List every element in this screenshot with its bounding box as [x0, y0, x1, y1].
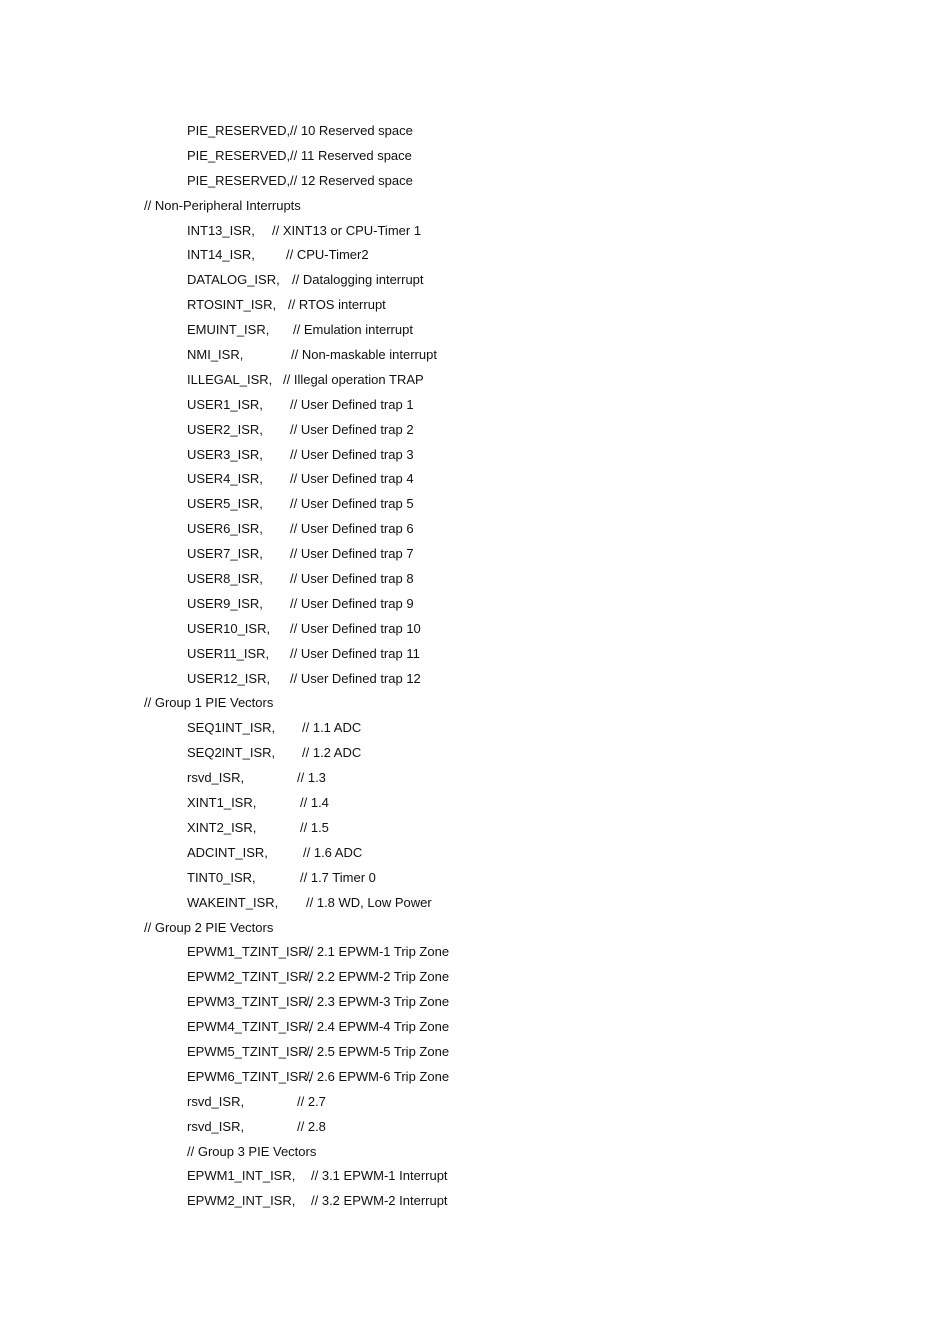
code-line [0, 1015, 950, 1040]
code-line [0, 891, 950, 916]
isr-identifier: USER9_ISR, [187, 595, 263, 611]
code-line [0, 642, 950, 667]
code-listing [0, 119, 950, 1214]
code-comment: // 2.4 EPWM-4 Trip Zone [306, 1019, 450, 1035]
code-line [0, 119, 950, 144]
code-comment: // 3.1 EPWM-1 Interrupt [311, 1168, 448, 1184]
code-line [0, 791, 950, 816]
code-comment: // User Defined trap 6 [290, 521, 414, 537]
code-comment: // Non-maskable interrupt [291, 347, 437, 363]
code-comment: // 12 Reserved space [290, 172, 413, 188]
code-comment: // User Defined trap 10 [290, 620, 421, 636]
code-line [0, 1189, 950, 1214]
code-comment: // User Defined trap 4 [290, 471, 414, 487]
isr-identifier: INT14_ISR, [187, 247, 255, 263]
code-line [0, 542, 950, 567]
code-comment: // User Defined trap 8 [290, 571, 414, 587]
isr-identifier: SEQ2INT_ISR, [187, 745, 276, 761]
code-line [0, 990, 950, 1015]
code-comment: // User Defined trap 9 [290, 595, 414, 611]
isr-identifier: rsvd_ISR, [187, 1118, 245, 1134]
code-comment: // 10 Reserved space [290, 123, 413, 138]
isr-identifier: USER10_ISR, [187, 620, 271, 636]
isr-identifier: EPWM2_TZINT_ISR, [187, 969, 312, 985]
code-comment: // CPU-Timer2 [286, 247, 369, 263]
code-line [0, 1090, 950, 1115]
code-line [0, 492, 950, 517]
code-comment: // 2.7 [297, 1093, 326, 1109]
isr-identifier: DATALOG_ISR, [187, 272, 280, 288]
code-comment: // XINT13 or CPU-Timer 1 [272, 222, 422, 238]
code-comment: // 2.3 EPWM-3 Trip Zone [306, 994, 450, 1010]
code-line [0, 144, 950, 169]
code-line [0, 592, 950, 617]
code-comment: // 3.2 EPWM-2 Interrupt [311, 1193, 448, 1209]
isr-identifier: EPWM6_TZINT_ISR, [187, 1068, 312, 1084]
code-comment: // 1.7 Timer 0 [300, 869, 376, 885]
code-line [0, 368, 950, 393]
code-line [0, 318, 950, 343]
section-comment-line [0, 194, 950, 219]
code-comment: // RTOS interrupt [288, 297, 386, 313]
isr-identifier: USER12_ISR, [187, 670, 271, 686]
code-line [0, 816, 950, 841]
isr-identifier: EPWM2_INT_ISR, [187, 1193, 296, 1209]
isr-identifier: rsvd_ISR, [187, 770, 245, 786]
isr-identifier: rsvd_ISR, [187, 1093, 245, 1109]
isr-identifier: RTOSINT_ISR, [187, 297, 277, 313]
code-comment: // Illegal operation TRAP [283, 371, 424, 387]
code-line [0, 766, 950, 791]
section-comment: // Group 2 PIE Vectors [144, 919, 274, 935]
code-comment: // 2.5 EPWM-5 Trip Zone [306, 1043, 450, 1059]
code-comment: // 2.8 [297, 1118, 326, 1134]
section-comment: // Group 3 PIE Vectors [187, 1143, 317, 1159]
isr-identifier: ILLEGAL_ISR, [187, 371, 273, 387]
code-comment: // 1.4 [300, 795, 329, 811]
isr-identifier: XINT2_ISR, [187, 819, 257, 835]
isr-identifier: TINT0_ISR, [187, 869, 256, 885]
code-line [0, 467, 950, 492]
isr-identifier: EPWM4_TZINT_ISR, [187, 1019, 312, 1035]
code-line [0, 243, 950, 268]
code-comment: // User Defined trap 2 [290, 421, 414, 437]
isr-identifier: USER3_ISR, [187, 446, 263, 462]
isr-identifier: USER1_ISR, [187, 396, 263, 412]
section-comment: // Non-Peripheral Interrupts [144, 197, 301, 213]
code-line [0, 517, 950, 542]
isr-identifier: EMUINT_ISR, [187, 322, 270, 338]
isr-identifier: USER2_ISR, [187, 421, 263, 437]
code-comment: // User Defined trap 7 [290, 546, 414, 562]
isr-identifier: EPWM1_TZINT_ISR, [187, 944, 312, 960]
code-comment: // Emulation interrupt [293, 322, 413, 338]
isr-identifier: USER5_ISR, [187, 496, 263, 512]
isr-identifier: USER11_ISR, [187, 645, 270, 661]
code-line [0, 169, 950, 194]
code-comment: // 1.3 [297, 770, 326, 786]
isr-identifier: WAKEINT_ISR, [187, 894, 279, 910]
isr-identifier: PIE_RESERVED, [187, 147, 291, 163]
code-line [0, 443, 950, 468]
code-comment: // 1.1 ADC [302, 720, 362, 736]
isr-identifier: USER4_ISR, [187, 471, 263, 487]
isr-identifier: USER6_ISR, [187, 521, 263, 537]
code-comment: // 2.2 EPWM-2 Trip Zone [306, 969, 450, 985]
code-line [0, 293, 950, 318]
code-line [0, 716, 950, 741]
isr-identifier: EPWM3_TZINT_ISR, [187, 994, 312, 1010]
isr-identifier: EPWM1_INT_ISR, [187, 1168, 296, 1184]
isr-identifier: XINT1_ISR, [187, 795, 257, 811]
isr-identifier: USER7_ISR, [187, 546, 263, 562]
code-line [0, 741, 950, 766]
section-comment-line [0, 1140, 950, 1165]
code-comment: // Datalogging interrupt [292, 272, 424, 288]
code-line [0, 940, 950, 965]
code-comment: // User Defined trap 3 [290, 446, 414, 462]
code-line [0, 1065, 950, 1090]
isr-identifier: PIE_RESERVED, [187, 123, 291, 138]
code-line [0, 219, 950, 244]
code-line [0, 841, 950, 866]
code-line [0, 617, 950, 642]
code-line [0, 1040, 950, 1065]
code-comment: // User Defined trap 1 [290, 396, 414, 412]
section-comment: // Group 1 PIE Vectors [144, 695, 274, 711]
code-comment: // 1.8 WD, Low Power [306, 894, 432, 910]
section-comment-line [0, 691, 950, 716]
isr-identifier: SEQ1INT_ISR, [187, 720, 276, 736]
section-comment-line [0, 916, 950, 941]
code-line [0, 567, 950, 592]
code-line [0, 343, 950, 368]
code-comment: // 2.6 EPWM-6 Trip Zone [306, 1068, 450, 1084]
code-comment: // 1.5 [300, 819, 329, 835]
code-comment: // 1.2 ADC [302, 745, 362, 761]
code-line [0, 1164, 950, 1189]
code-comment: // User Defined trap 12 [290, 670, 421, 686]
code-line [0, 1115, 950, 1140]
code-comment: // User Defined trap 5 [290, 496, 414, 512]
code-comment: // 11 Reserved space [290, 147, 412, 163]
code-line [0, 667, 950, 692]
isr-identifier: INT13_ISR, [187, 222, 255, 238]
isr-identifier: EPWM5_TZINT_ISR, [187, 1043, 312, 1059]
code-comment: // 2.1 EPWM-1 Trip Zone [306, 944, 450, 960]
code-line [0, 393, 950, 418]
code-comment: // 1.6 ADC [303, 844, 363, 860]
code-line [0, 418, 950, 443]
isr-identifier: PIE_RESERVED, [187, 172, 291, 188]
isr-identifier: NMI_ISR, [187, 347, 244, 363]
code-line [0, 866, 950, 891]
isr-identifier: USER8_ISR, [187, 571, 263, 587]
code-line [0, 965, 950, 990]
code-line [0, 268, 950, 293]
code-comment: // User Defined trap 11 [290, 645, 420, 661]
isr-identifier: ADCINT_ISR, [187, 844, 268, 860]
